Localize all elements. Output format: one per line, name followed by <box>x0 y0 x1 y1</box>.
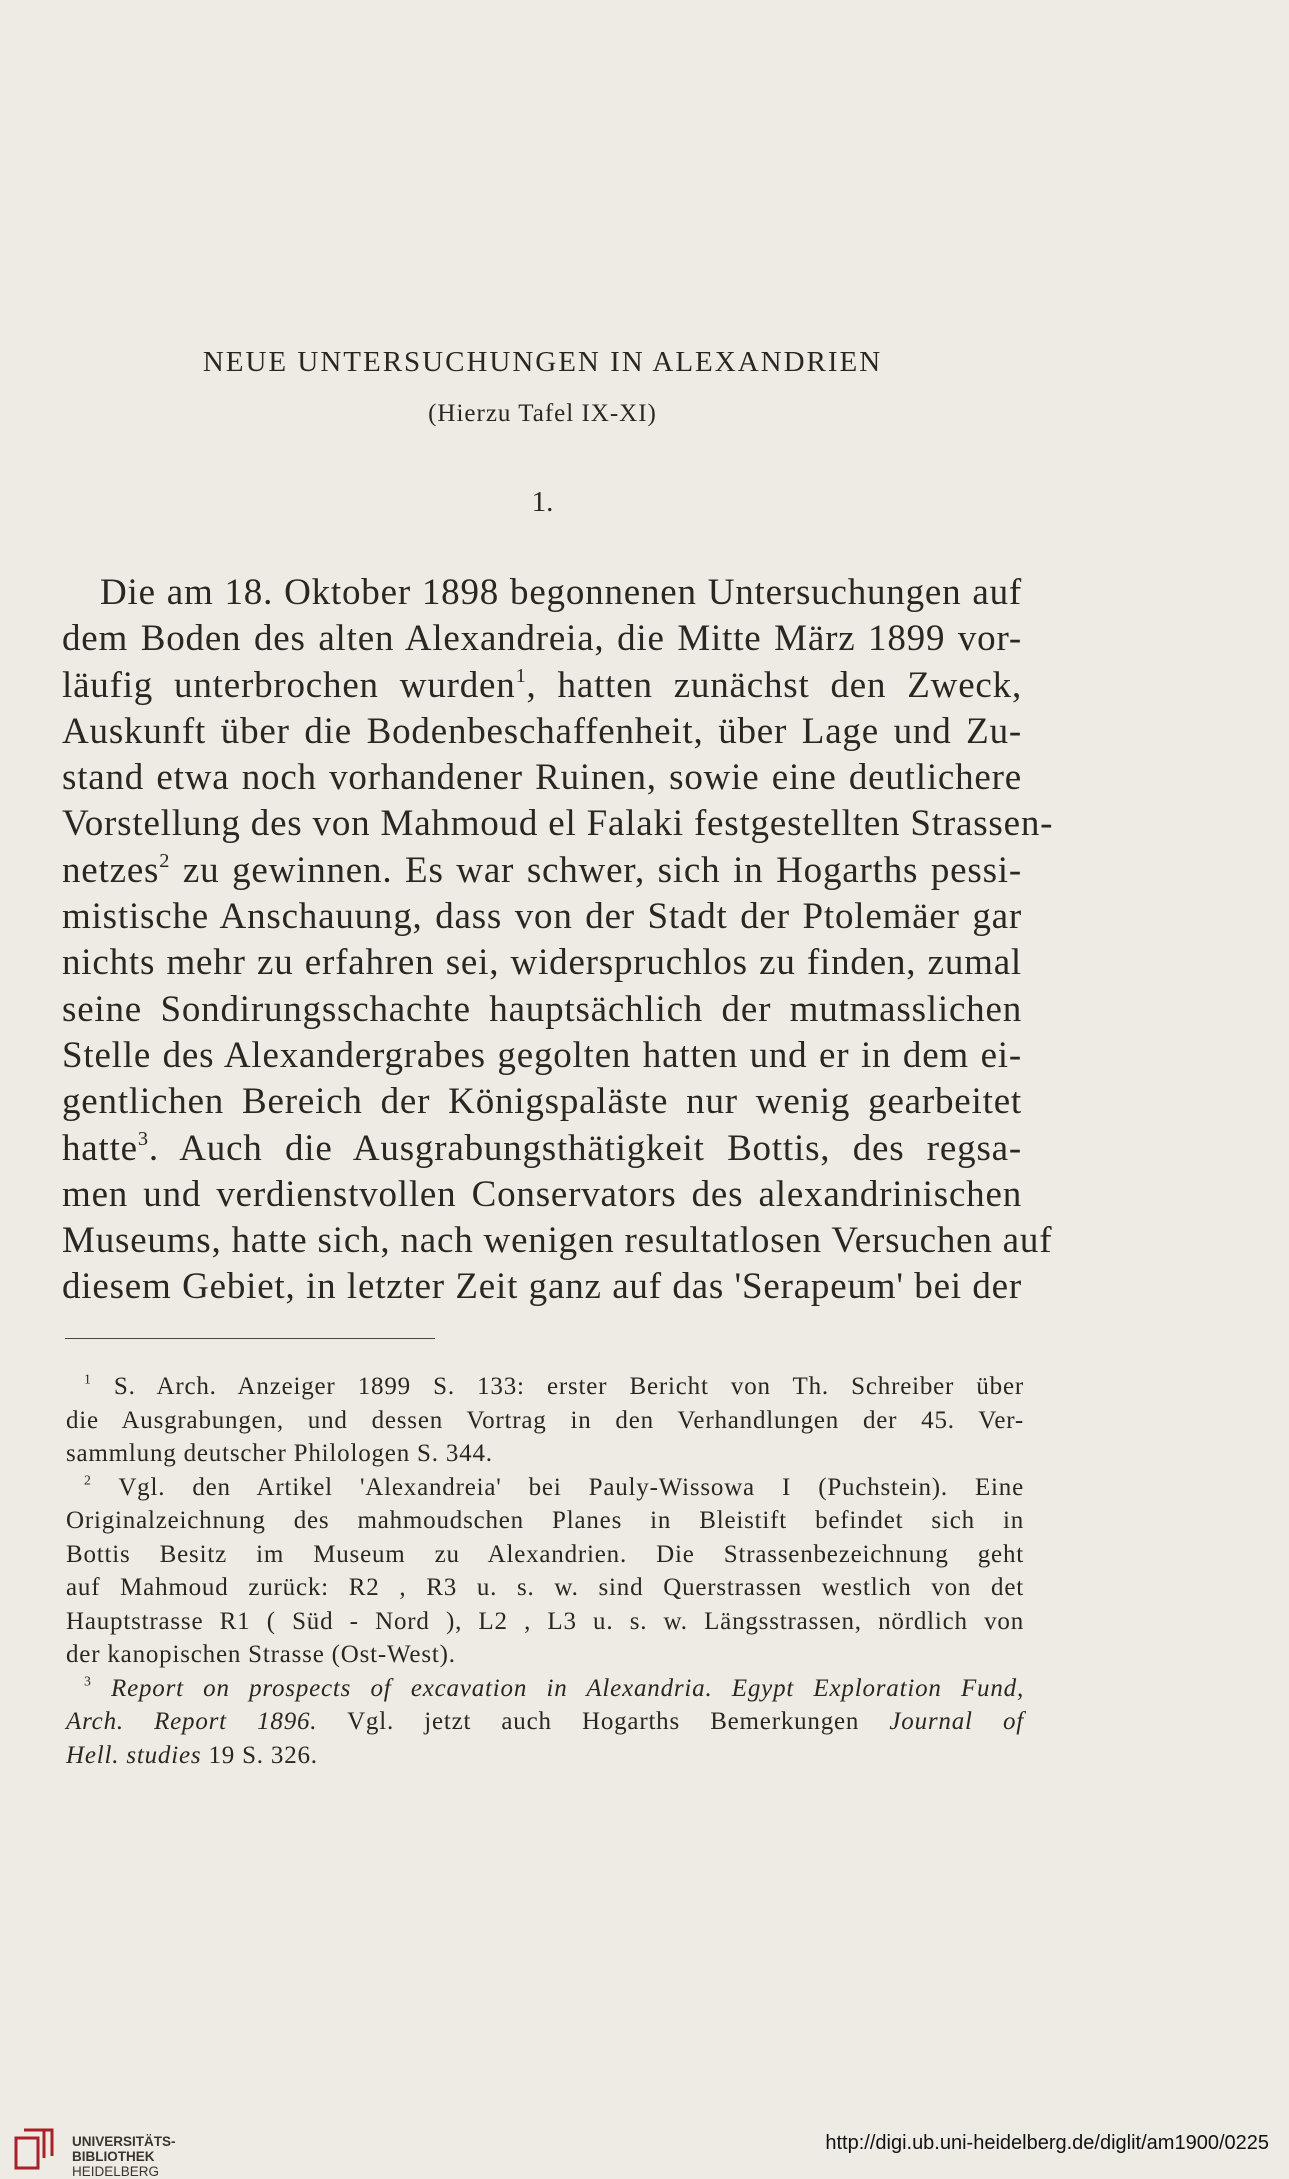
page-footer <box>0 2110 1289 2179</box>
footnote-line: auf Mahmoud zurück: R2 , R3 u. s. w. sind Querstrassen westlich von det <box>66 1574 1024 1601</box>
footnote-line: sammlung deutscher Philologen S. 344. <box>66 1440 493 1467</box>
footnote-3: $^3$ Report on prospects of excavation in Alexandria. Egypt Exploration Fund, <box>84 1673 1024 1702</box>
body-line: läufig unterbrochen wurden$^1$, hatten zunächst den Zweck, <box>62 664 1022 706</box>
article-title: NEUE UNTERSUCHUNGEN IN ALEXANDRIEN <box>202 346 883 378</box>
footnote-ref-2[interactable]: 2 <box>159 849 171 872</box>
body-line: Vorstellung des von Mahmoud el Falaki festgestellten Strassen- <box>62 803 1054 845</box>
footnote-mark-1: 1 <box>84 1371 92 1387</box>
section-number: 1. <box>531 486 554 518</box>
body-line: stand etwa noch vorhandener Ruinen, sowie eine deutlichere <box>62 757 1022 799</box>
footnote-line: die Ausgrabungen, und dessen Vortrag in den Verhandlungen der 45. Ver- <box>66 1406 1024 1434</box>
footnote-ref-1[interactable]: 1 <box>515 664 527 687</box>
body-line: diesem Gebiet, in letzter Zeit ganz auf das 'Serapeum' bei der <box>62 1266 1022 1308</box>
footnote-line: Originalzeichnung des mahmoudschen Planes in Bleistift befindet sich in <box>66 1507 1024 1534</box>
body-line: Die am 18. Oktober 1898 begonnenen Untersuchungen auf <box>100 572 1022 613</box>
body-line: netzes$^2$ zu gewinnen. Es war schwer, sich in Hogarths pessi- <box>62 849 1022 891</box>
footnote-divider <box>65 1338 435 1339</box>
library-name: UNIVERSITÄTS- BIBLIOTHEK HEIDELBERG <box>72 2134 176 2179</box>
footnote-ref-3[interactable]: 3 <box>137 1127 149 1150</box>
body-line: seine Sondirungsschachte hauptsächlich der mutmasslichen <box>62 988 1022 1030</box>
body-line: men und verdienstvollen Conservators des alexandrinischen <box>62 1173 1022 1215</box>
body-line: Auskunft über die Bodenbeschaffenheit, über Lage und Zu- <box>62 710 1022 752</box>
footnote-line: Arch. Report 1896. Vgl. jetzt auch Hogarths Bemerkungen Journal of <box>66 1708 1024 1735</box>
body-paragraph <box>62 570 1054 1311</box>
footnote-mark-3: 3 <box>84 1673 92 1689</box>
article-subtitle: (Hierzu Tafel IX-XI) <box>428 400 657 427</box>
body-line: Museums, hatte sich, nach wenigen resultatlosen Versuchen auf <box>62 1220 1053 1262</box>
body-line: dem Boden des alten Alexandreia, die Mitte März 1899 vor- <box>62 618 1022 660</box>
footnote-line: der kanopischen Strasse (Ost-West). <box>66 1641 456 1668</box>
footnote-mark-2: 2 <box>84 1472 92 1488</box>
body-line: hatte$^3$. Auch die Ausgrabungsthätigkeit Bottis, des regsa- <box>62 1127 1022 1169</box>
body-line: gentlichen Bereich der Königspaläste nur wenig gearbeitet <box>62 1081 1022 1123</box>
source-url-link[interactable]: http://digi.ub.uni-heidelberg.de/diglit/am1900/0225 <box>825 2132 1269 2154</box>
library-logo-icon <box>14 2126 64 2170</box>
footnote-2: $^2$ Vgl. den Artikel 'Alexandreia' bei Pauly-Wissowa I (Puchstein). Eine <box>84 1472 1024 1501</box>
footnote-line: Hauptstrasse R1 ( Süd - Nord ), L2 , L3 u. s. w. Längsstrassen, nördlich von <box>66 1607 1024 1635</box>
footnotes <box>66 1370 1024 1772</box>
footnote-1: $^1$ S. Arch. Anzeiger 1899 S. 133: erster Bericht von Th. Schreiber über <box>84 1371 1024 1400</box>
footnote-line: Bottis Besitz im Museum zu Alexandrien. Die Strassenbezeichnung geht <box>66 1540 1024 1568</box>
body-line: nichts mehr zu erfahren sei, widerspruchlos zu finden, zumal <box>62 942 1022 984</box>
footnote-line: Hell. studies 19 S. 326. <box>66 1741 318 1769</box>
body-line: Stelle des Alexandergrabes gegolten hatten und er in dem ei- <box>62 1034 1022 1076</box>
body-line: mistische Anschauung, dass von der Stadt der Ptolemäer gar <box>62 896 1022 938</box>
